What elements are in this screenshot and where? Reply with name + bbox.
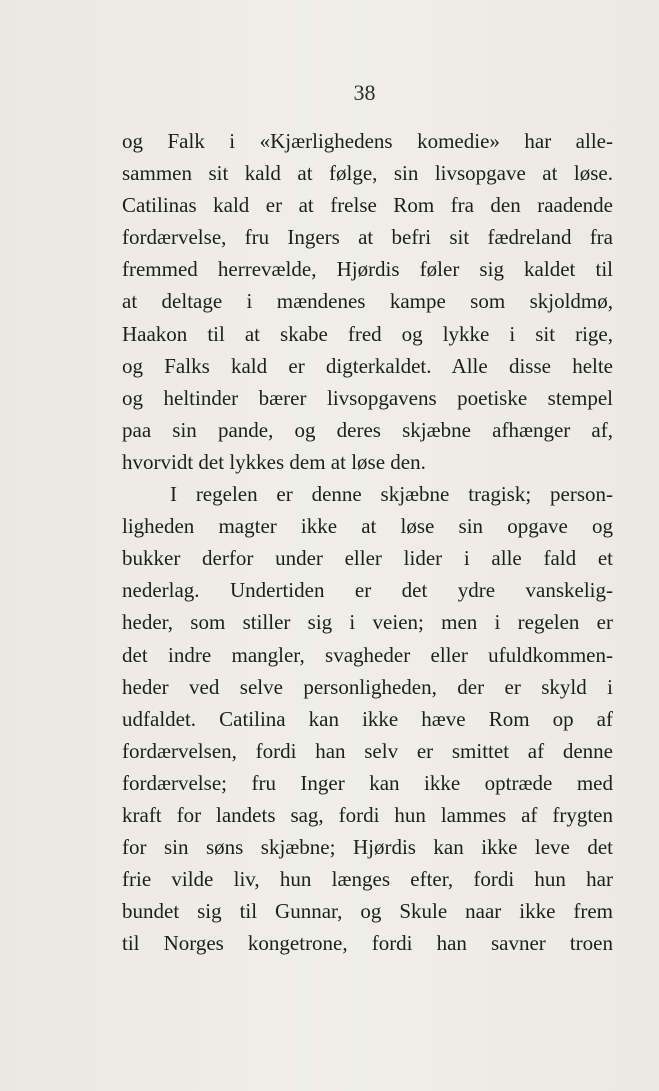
text-line: og heltinder bærer livsopgavens poetiske stempel xyxy=(122,385,613,410)
text-line: ligheden magter ikke at løse sin opgave og xyxy=(122,514,613,539)
text-line: paa sin pande, og deres skjæbne afhænger af, xyxy=(122,417,613,442)
text-line: fordærvelsen, fordi han selv er smittet af denne xyxy=(122,738,613,763)
text-line: og Falk i «Kjærlighedens komedie» har alle- xyxy=(122,129,613,153)
text-line: fordærvelse, fru Ingers at befri sit fædreland fra xyxy=(122,225,613,250)
text-line: udfaldet. Catilina kan ikke hæve Rom op af xyxy=(122,706,613,731)
text-line: hvorvidt det lykkes dem at løse den. xyxy=(122,449,426,474)
text-line: bukker derfor under eller lider i alle fald et xyxy=(122,546,613,571)
text-line: til Norges kongetrone, fordi han savner troen xyxy=(122,931,613,956)
text-line: I regelen er denne skjæbne tragisk; person- xyxy=(170,482,613,507)
text-line: Catilinas kald er at frelse Rom fra den raadende xyxy=(122,193,613,218)
text-line: og Falks kald er digterkaldet. Alle disse helte xyxy=(122,353,613,378)
text-line: nederlag. Undertiden er det ydre vanskelig- xyxy=(122,578,613,603)
text-line: fremmed herrevælde, Hjørdis føler sig kaldet til xyxy=(122,257,613,282)
body-text xyxy=(122,125,613,959)
text-line: heder, som stiller sig i veien; men i regelen er xyxy=(122,610,613,635)
text-line: for sin søns skjæbne; Hjørdis kan ikke leve det xyxy=(122,835,613,860)
text-line: sammen sit kald at følge, sin livsopgave at løse. xyxy=(122,161,613,186)
text-line: heder ved selve personligheden, der er skyld i xyxy=(122,674,613,699)
text-line: at deltage i mændenes kampe som skjoldmø, xyxy=(122,289,613,314)
text-line: det indre mangler, svagheder eller ufuldkommen- xyxy=(122,642,613,667)
page-number: 38 xyxy=(353,80,376,105)
text-line: fordærvelse; fru Inger kan ikke optræde med xyxy=(122,770,613,795)
text-line: Haakon til at skabe fred og lykke i sit rige, xyxy=(122,321,613,346)
text-line: bundet sig til Gunnar, og Skule naar ikke frem xyxy=(122,899,613,924)
text-line: kraft for landets sag, fordi hun lammes af frygten xyxy=(122,802,613,827)
text-line: frie vilde liv, hun længes efter, fordi hun har xyxy=(122,867,613,892)
